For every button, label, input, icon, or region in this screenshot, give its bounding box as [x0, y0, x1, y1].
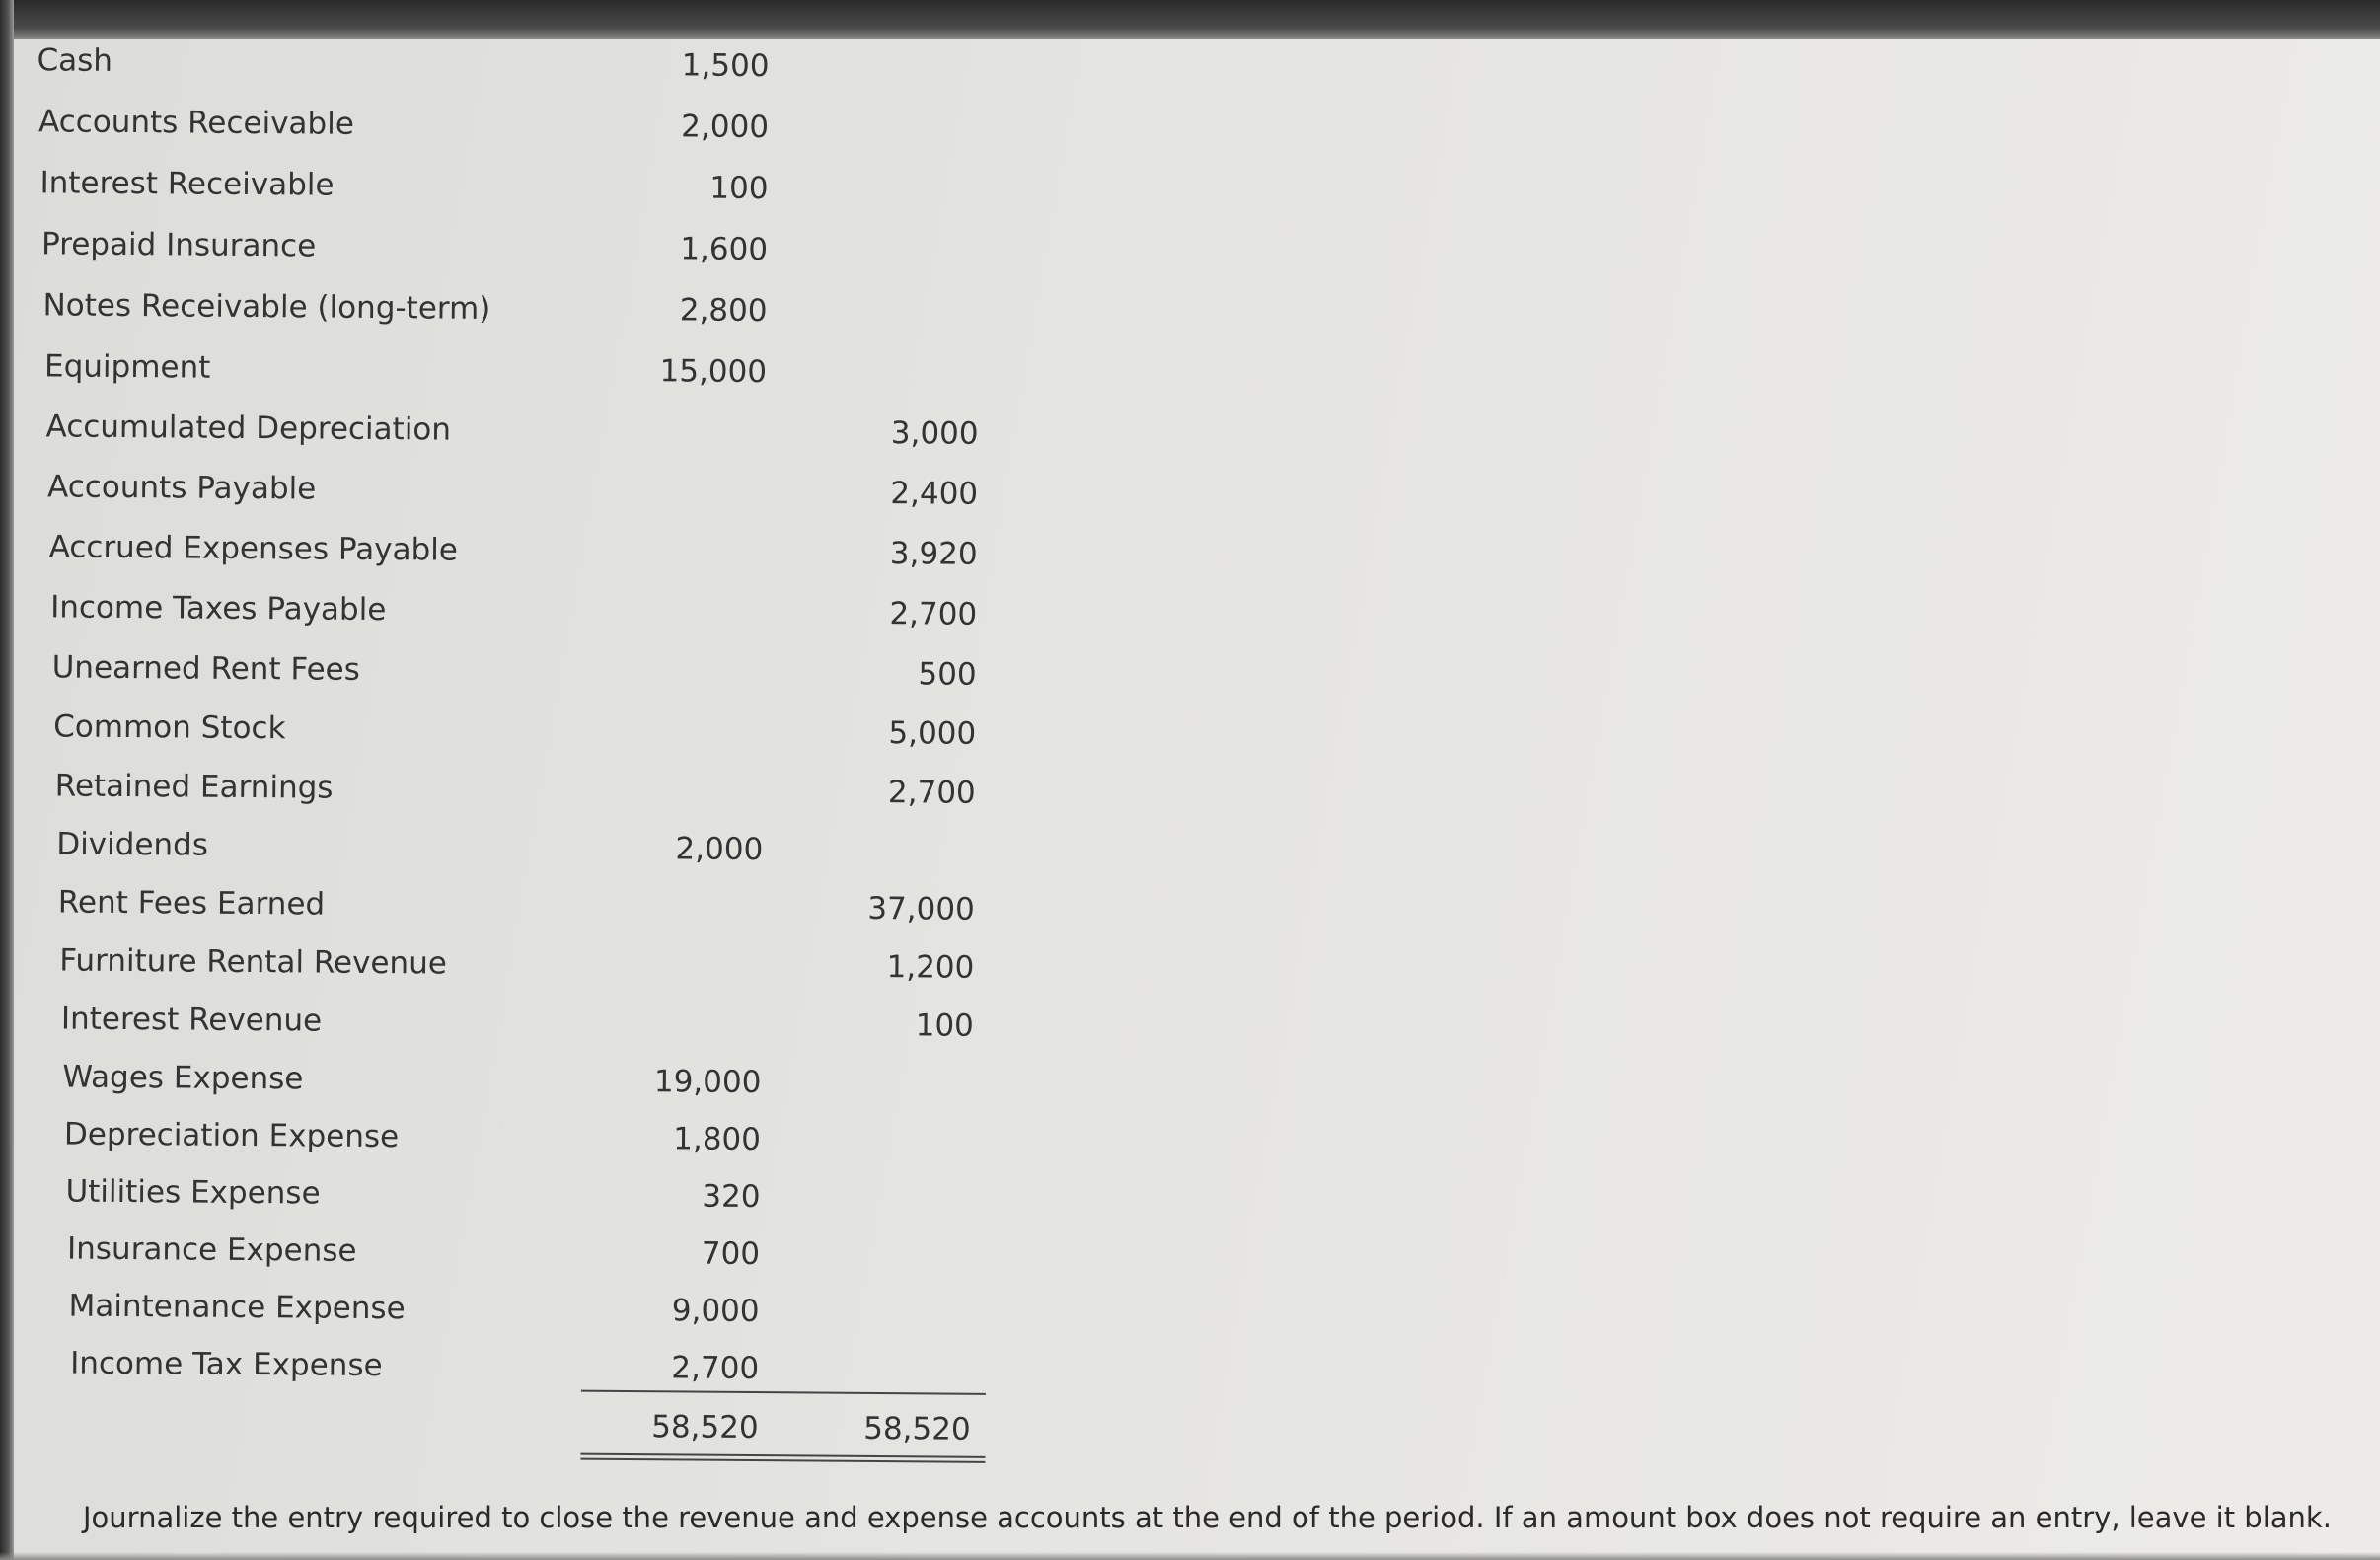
table-row: [0, 524, 1081, 578]
account-name: Income Taxes Payable: [50, 589, 387, 629]
credit-amount: [769, 166, 981, 168]
credit-amount: 100: [915, 1007, 975, 1044]
table-row: [0, 160, 1084, 214]
table-row: [0, 763, 1079, 817]
debit-amount: [548, 648, 765, 650]
instruction-text: Journalize the entry required to close the revenue and expense accounts at the end of the period. If an amount box does not require an entry, leave it blank.: [83, 1501, 2332, 1534]
debit-amount: 1,800: [673, 1121, 762, 1158]
table-row: [0, 704, 1079, 758]
table-row: [0, 644, 1080, 699]
account-name: Unearned Rent Fees: [51, 649, 360, 688]
credit-total: 58,520: [863, 1410, 971, 1448]
table-row: [0, 99, 1084, 153]
table-row: [0, 1340, 1075, 1394]
account-name: Rent Fees Earned: [57, 884, 326, 923]
trial-balance-table: [0, 0, 1085, 1489]
account-name: Utilities Expense: [65, 1173, 321, 1212]
debit-amount: 2,000: [681, 109, 770, 146]
debit-amount: [548, 588, 765, 590]
table-row: [0, 464, 1081, 518]
account-name: Accounts Receivable: [37, 104, 354, 142]
credit-amount: 3,920: [889, 536, 978, 572]
account-name: Interest Receivable: [39, 165, 335, 203]
table-row: [0, 879, 1078, 933]
bottom-shadow: [0, 1552, 2380, 1560]
account-name: Furniture Rental Revenue: [59, 942, 448, 982]
credit-amount: [769, 105, 981, 107]
credit-amount: [761, 1117, 973, 1119]
account-name: Prepaid Insurance: [40, 226, 317, 264]
credit-amount: 2,700: [889, 596, 978, 632]
debit-amount: 2,800: [679, 292, 768, 330]
debit-amount: [549, 528, 766, 530]
total-double-underline: [580, 1453, 985, 1463]
debit-amount: 15,000: [659, 353, 768, 391]
debit-amount: 2,700: [671, 1350, 760, 1387]
debit-amount: 1,500: [681, 47, 770, 85]
table-row: [0, 282, 1083, 336]
account-name: Equipment: [43, 348, 211, 386]
table-row: [0, 1054, 1078, 1108]
credit-amount: 500: [918, 656, 977, 693]
credit-amount: [767, 349, 979, 351]
credit-amount: 2,400: [890, 476, 979, 512]
account-name: Cash: [37, 42, 113, 79]
table-row: [0, 821, 1078, 875]
debit-amount: [550, 408, 767, 409]
debit-amount: [546, 941, 763, 943]
account-name: Accrued Expenses Payable: [48, 529, 459, 568]
table-row: [0, 1283, 1076, 1337]
table-row: [0, 1226, 1076, 1280]
credit-amount: [760, 1289, 972, 1291]
account-name: Maintenance Expense: [68, 1288, 406, 1327]
debit-amount: 9,000: [671, 1293, 760, 1330]
credit-amount: [770, 43, 982, 45]
table-row: [0, 584, 1080, 638]
debit-amount: 1,600: [680, 231, 769, 268]
debit-amount: 320: [702, 1178, 761, 1216]
debit-amount: [546, 883, 763, 885]
debit-amount: 19,000: [653, 1064, 762, 1101]
table-row: [0, 996, 1078, 1050]
credit-amount: 37,000: [867, 890, 975, 928]
account-name: Wages Expense: [62, 1059, 304, 1097]
debit-amount: 2,000: [675, 831, 764, 868]
credit-amount: [768, 288, 980, 290]
credit-amount: [768, 227, 980, 229]
account-name: Accumulated Depreciation: [45, 409, 452, 448]
credit-amount: 1,200: [886, 949, 975, 986]
debit-amount: [547, 767, 764, 769]
debit-amount: 700: [701, 1235, 761, 1273]
credit-amount: [759, 1346, 971, 1348]
table-row: [0, 221, 1083, 275]
account-name: Depreciation Expense: [63, 1116, 400, 1155]
debit-amount: [547, 707, 764, 709]
table-row: [0, 937, 1078, 992]
account-name: Interest Revenue: [60, 1001, 323, 1039]
table-row: [0, 343, 1082, 398]
account-name: Insurance Expense: [66, 1230, 357, 1269]
credit-amount: 2,700: [887, 775, 976, 811]
account-name: Dividends: [56, 826, 209, 863]
credit-amount: [763, 827, 975, 829]
account-name: Notes Receivable (long-term): [42, 287, 491, 327]
credit-amount: 5,000: [888, 715, 977, 752]
account-name: Common Stock: [53, 708, 286, 747]
debit-total: 58,520: [651, 1409, 759, 1447]
table-row: [0, 1168, 1077, 1223]
totals-row: [0, 1399, 1075, 1453]
credit-amount: [761, 1174, 973, 1176]
account-name: Income Tax Expense: [70, 1345, 383, 1384]
table-row: [0, 404, 1082, 458]
table-row: [0, 1111, 1077, 1165]
credit-amount: 3,000: [890, 415, 979, 452]
credit-amount: [760, 1231, 972, 1233]
debit-amount: [545, 1000, 762, 1002]
credit-amount: [762, 1060, 974, 1062]
debit-amount: [549, 468, 766, 470]
table-row: [0, 37, 1085, 92]
account-name: Accounts Payable: [46, 469, 317, 507]
debit-amount: 100: [709, 170, 769, 207]
account-name: Retained Earnings: [54, 768, 334, 806]
